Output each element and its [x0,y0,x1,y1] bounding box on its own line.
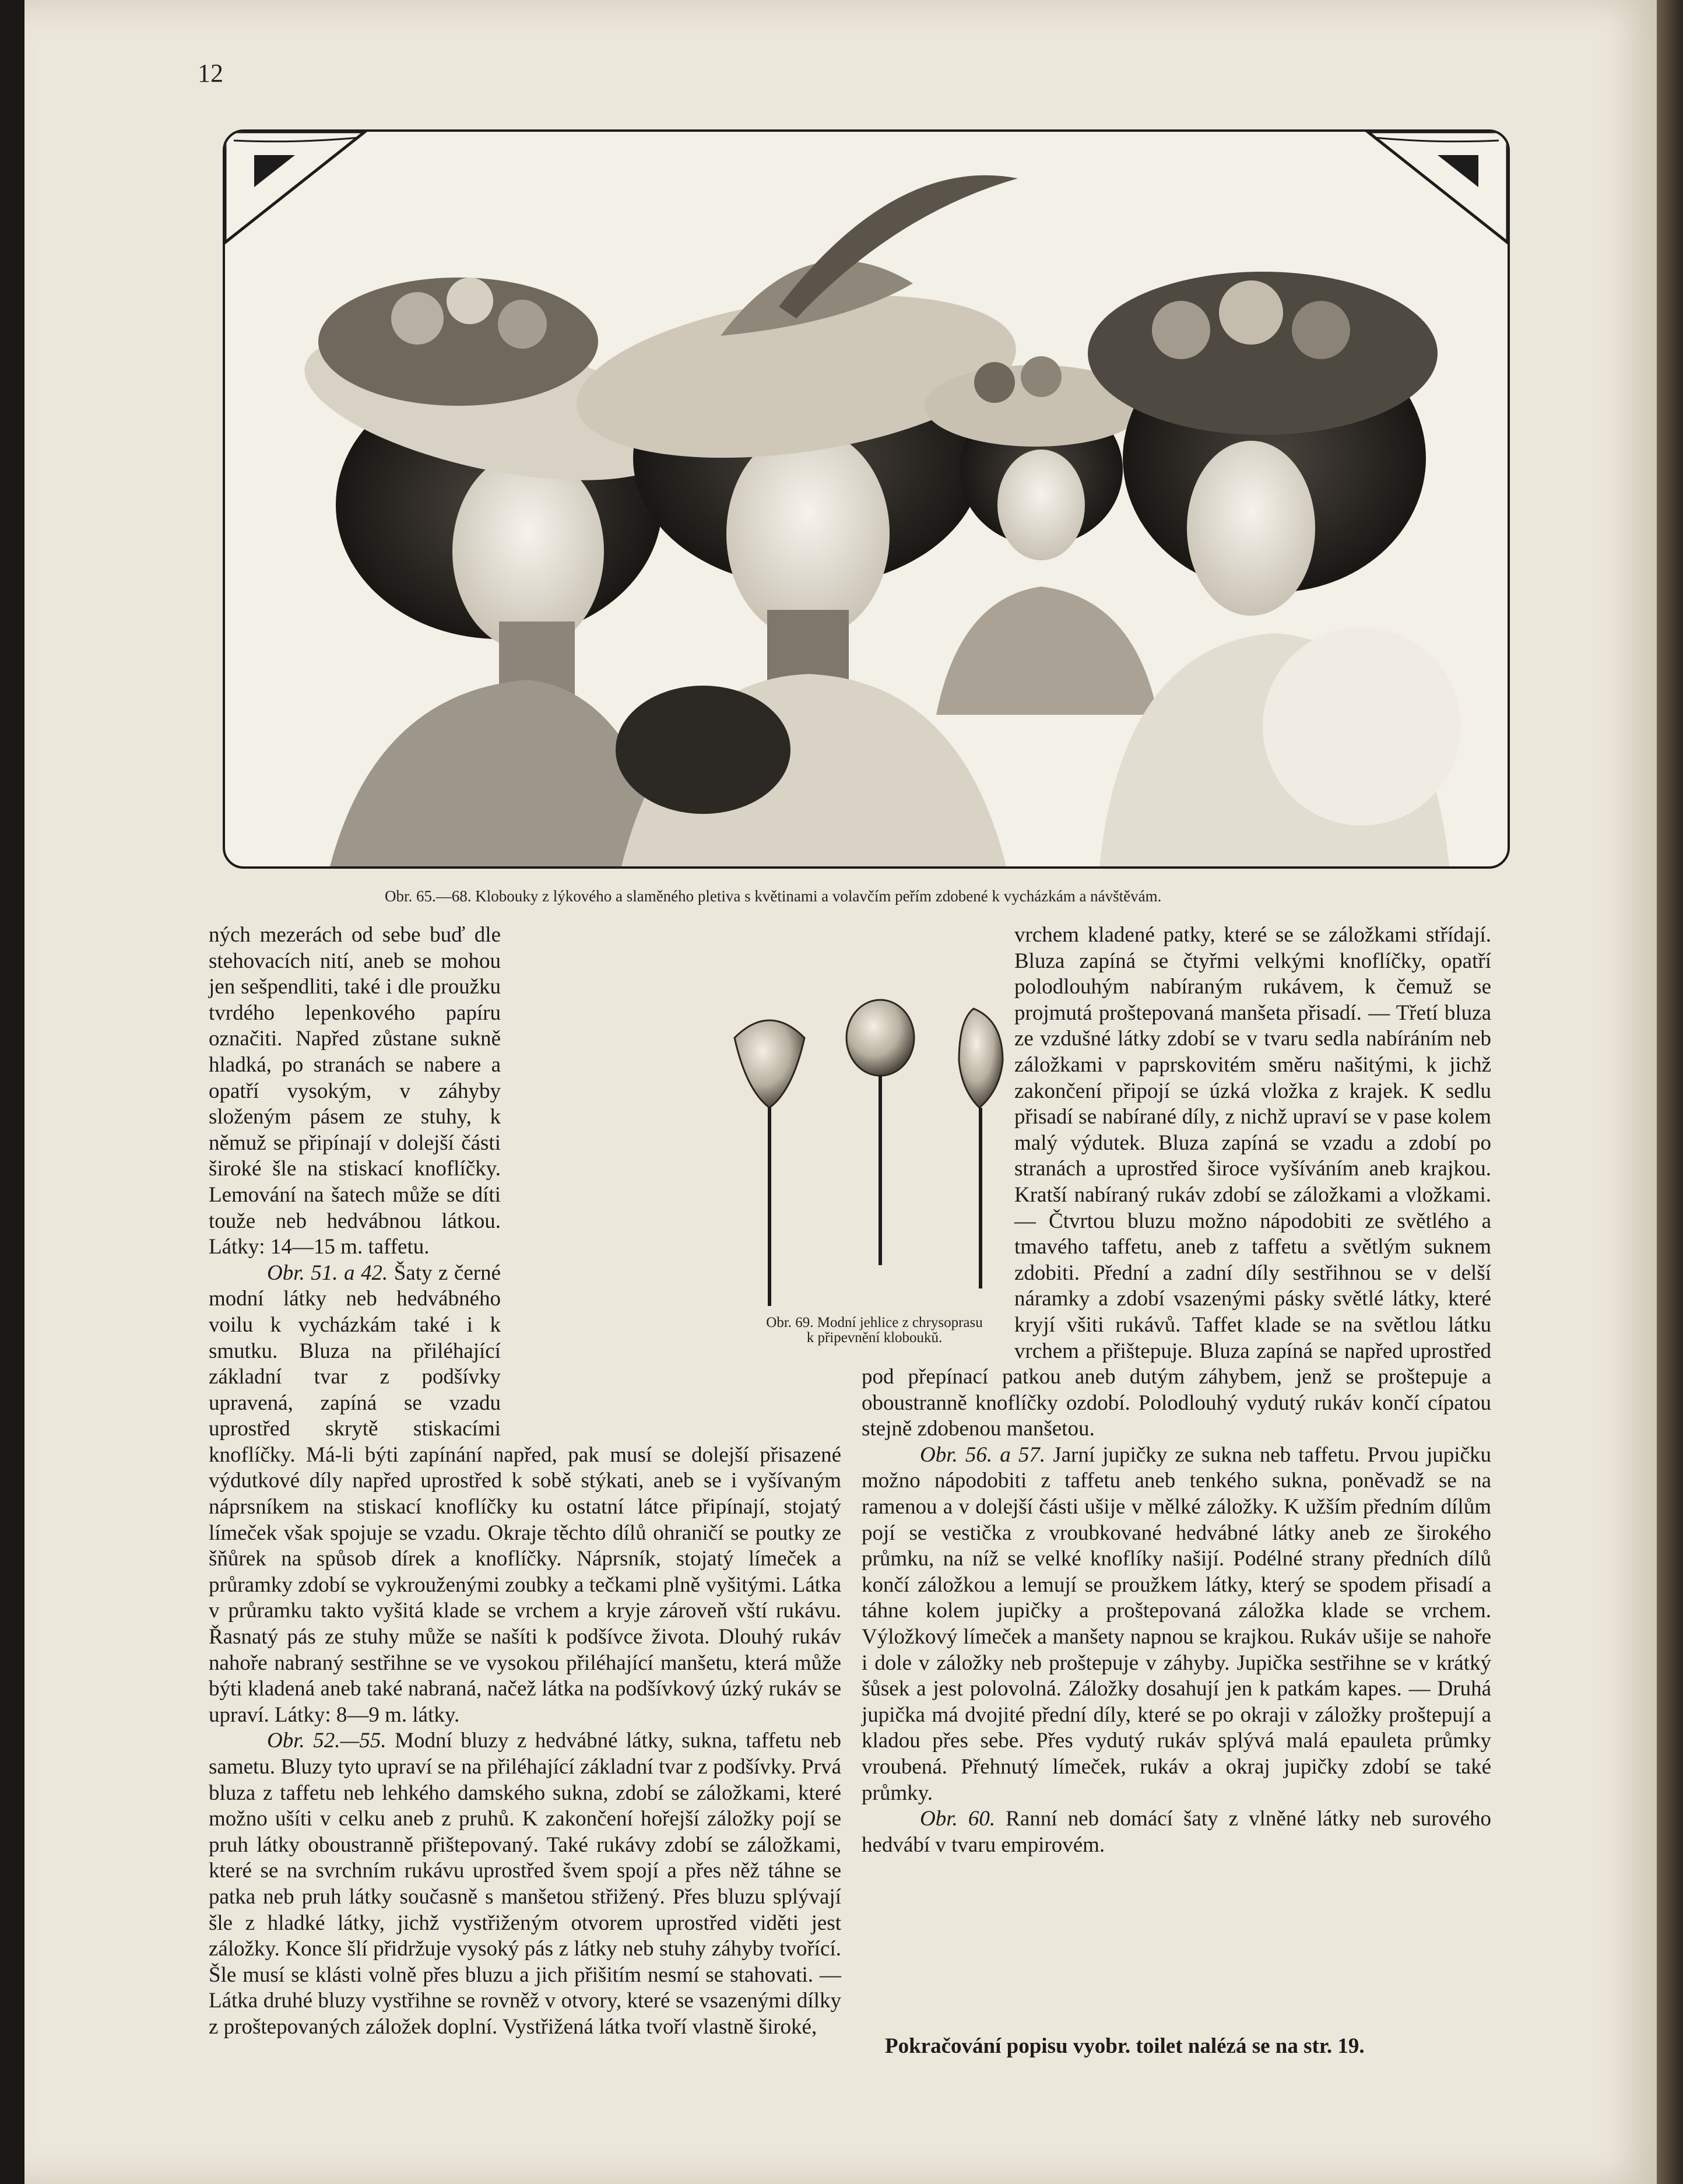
paragraph-1: ných mezerách od sebe buď dle stehovacích nití, aneb se mohou jen sešpendliti, také i dle proužku tvrdého lepenkového papíru označiti. Napřed zůstane sukně hladká, po stranách se nabere a opatří vysokým, v záhyby složeným pásem ze stuhy, k němuž se připínají v dolejší části široké šle na stiskací knoflíčky. Lemování na šatech může se díti touže neb hedvábnou látkou. Látky: 14—15 m. taffetu. [209,923,501,1259]
figure-reference: Obr. 51. a 42. [267,1260,388,1285]
paragraph-3 [862,1806,1491,1858]
paragraph-3-text: Modní bluzy z hedvábné látky, sukna, taffetu neb sametu. Bluzy tyto upraví se na přiléhající základní tvar z podšívky. Prvá bluza z taffetu neb lehkého damského sukna, zdobí se záložkami, které možno ušíti v celku aneb z pruhů. K zakončení hořejší záložky pojí se pruh látky oboustranně přištepovaný. Také rukávy zdobí se záložkami, které se na svrchním rukávu uprostřed švem spojí a přes něž táhne se patka neb pruh látky současně s manšetou střižený. Přes bluzu splývají šle z hladké látky, jichž vystřiženým otvorem uprostřed viděti jest záložky. Konce šlí přidržuje vysoký pás z látky neb stuhy záhyby tvořící. Šle musí se klásti volně přes bluzu a jich přišitím nesmí se stahovati. — Látka druhé bluzy vystřihne se rovněž v otvory, které se vsazenými dílky z proštepovaných záložek doplní. Vystřižená látka tvoří vlastně široké, [209,1729,841,2039]
woman-right-back [925,356,1158,715]
paragraph-1: vrchem kladené patky, které se se záložkami střídají. Bluza zapíná se čtyřmi velkými knoflíčky, opatří polodlouhým nabíraným rukávem, k čemuž se projmutá proštepovaná manšeta přisadí. — Třetí bluza ze vzdušné látky zdobí se v tvaru sedla nabíráním neb záložkami v paprskovitém směru našitými, k jichž zakončení připojí se úzká vložka z krajek. K sedlu přisadí se nabírané díly, z nichž upraví se v pase kolem malý výdutek. Bluza zapíná se vzadu a zdobí po stranách a uprostřed široce vyšíváním aneb krajkou. Kratší nabíraný rukáv zdobí se záložkami a vložkami. — Čtvrtou bluzu možno nápodobiti ze světlého a tmavého taffetu, aneb z taffetu a světlým suknem zdobiti. Přední a zadní díly sestřihnou se v delší náramky a zdobí vsazenými pásky světlé látky, které kryjí všiti rukávů. Taffet klade se na světlou látku vrchem a přištepuje. Bluza zapíná se napřed uprostřed pod přepínací patkou aneb dutým záhybem, jenž se proštepuje a oboustranně knoflíčky ozdobí. Polodlouhý vydutý rukáv končí cípatou stejně zdobenou manšetou. [862,923,1491,1441]
paragraph-2 [862,1442,1491,1806]
figure-caption: Obr. 65.—68. Klobouky z lýkového a slaměného pletiva s květinami a volavčím peřím zdobené k vycházkám a návštěvám. [385,887,1162,905]
figure-reference: Obr. 56. a 57. [920,1442,1046,1467]
page-number: 12 [198,59,223,87]
woman-right-front [1088,272,1461,866]
continuation-note: Pokračování popisu vyobr. toilet nalézá se na str. 19. [885,2034,1365,2058]
pins-float-space [862,928,1004,1344]
figure-reference: Obr. 52.—55. [267,1729,387,1753]
magazine-page [24,0,1657,2184]
paragraph-3-text: Ranní neb domácí šaty z vlněné látky neb surového hedvábí v tvaru empirovém. [862,1807,1491,1857]
hatpins-caption-line-2: k připevnění kloboukŭ. [806,1330,943,1346]
hats-engraving [225,132,1508,866]
hatpin-1 [735,1020,804,1306]
paragraph-2-text: Jarní jupičky ze sukna neb taffetu. Prvou jupičku možno nápodobiti z taffetu aneb tenkého sukna, poněvadž se na ramenou a v dolejší části ušije v mělké záložky. K užším předním dílům pojí se vestička z vroubkované hedvábné látky aneb ze širokého průmku, na níž se velké knoflíky našijí. Podélné strany předních dílů končí záložkou a lemují se proužkem látky, který se spodem přisadí a táhne kolem jupičky a proštepovaná záložka klade se vrchem. Výložkový límeček a manšety napnou se krajkou. Rukáv ušije se nahoře i dole v záložky neb proštepuje v záhyby. Jupička sestřihne se v krátký šůsek a jest polovolná. Záložky dosahují jen k patkám kapes. — Druhá jupička má dvojité přední díly, které se po okraji v záložky proštepují a kladou přes sebe. Přes vydutý rukáv splývá malá epauleta průmky vroubená. Přehnutý límeček, rukáv a okraj jupičky zdobí se také průmky. [862,1442,1491,1805]
right-column [862,922,1491,1858]
hats-illustration-frame [223,129,1510,869]
paragraph-3 [209,1728,841,2040]
paragraph-2-text: Šaty z černé modní látky neb hedvábného voilu k vycházkám také i k smutku. Bluza na přiléhající základní tvar z podšívky upravená, zapíná se vzadu uprostřed skrytě stiskacími knoflíčky. Má-li býti zapínání napřed, pak musí se dolejší přisazené výdutkové díly napřed uprostřed k sobě stýkati, aneb se i vyšívaným náprsníkem na stiskací knoflíčky ku ostatní látce připínají, stojatý límeček však spojuje se vzadu. Okraje těchto dílů ohraničí se poutky ze šňůrek na spůsob dírek a knoflíčky. Náprsník, stojatý límeček a průramky zdobí se vykrouženými zoubky a tečkami plně vyšitými. Látka v průramku takto vyšitá klade se vrchem a kryje zároveň vští rukávu. Řasnatý pás ze stuhy může se našíti k podšívce života. Dlouhý rukáv nahoře nabraný sestřihne se ve vysokou přiléhající manšetu, která může býti kladená aneb také nabraná, načež látka na podšívkový úzký rukáv se upraví. Látky: 8—9 m. látky. [209,1260,841,1727]
book-spine [1657,0,1683,2184]
figure-reference: Obr. 60. [920,1807,996,1831]
hatpins-caption-line-1: Obr. 69. Modní jehlice z chrysoprasu [766,1315,983,1330]
